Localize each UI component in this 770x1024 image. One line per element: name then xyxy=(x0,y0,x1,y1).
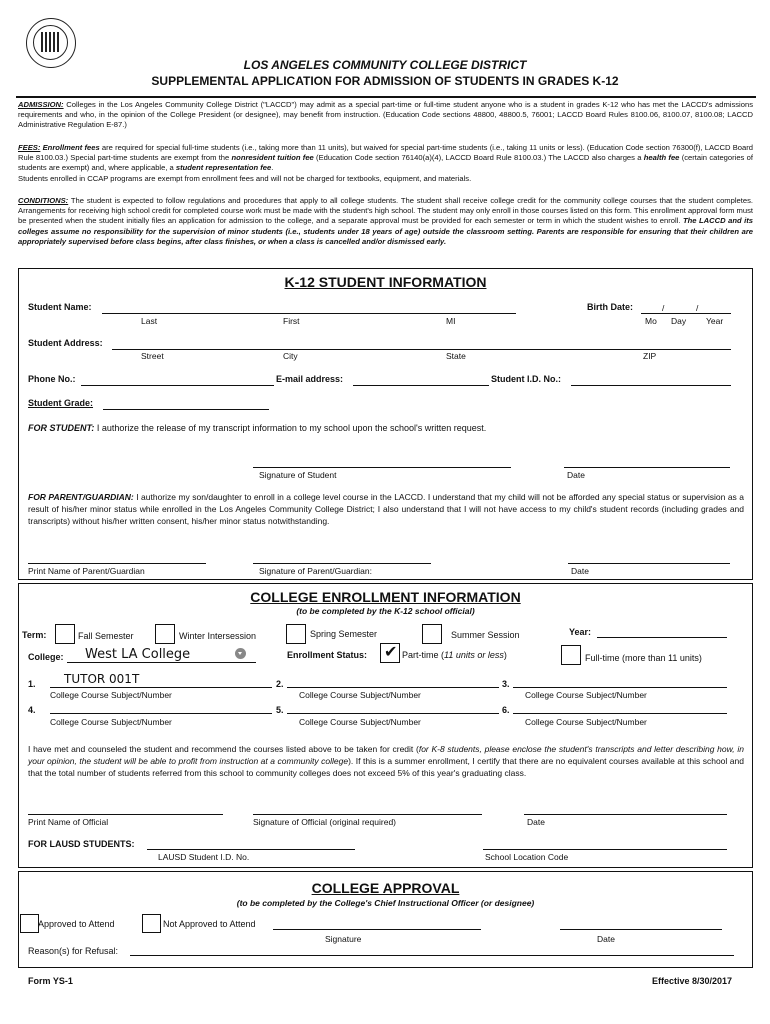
fees-text-4: . xyxy=(271,163,274,173)
for-student-heading: FOR STUDENT: xyxy=(28,423,95,433)
fall-semester-label: Fall Semester xyxy=(78,631,134,641)
state-caption: State xyxy=(446,351,466,361)
email-label: E-mail address: xyxy=(276,374,344,384)
form-title: SUPPLEMENTAL APPLICATION FOR ADMISSION OF STUDENTS IN GRADES K-12 xyxy=(151,74,619,88)
course-number-2: 2. xyxy=(276,679,284,689)
course-6-field[interactable] xyxy=(513,713,727,714)
course-1-caption: College Course Subject/Number xyxy=(50,690,172,700)
student-grade-label: Student Grade: xyxy=(28,398,94,408)
course-6-caption: College Course Subject/Number xyxy=(525,717,647,727)
conditions-paragraph xyxy=(18,196,753,247)
lausd-student-id-caption: LAUSD Student I.D. No. xyxy=(158,852,250,862)
not-approved-label: Not Approved to Attend xyxy=(163,919,256,929)
student-address-field[interactable] xyxy=(112,349,731,350)
for-student-statement xyxy=(28,423,486,433)
chevron-down-icon[interactable] xyxy=(235,648,246,659)
course-4-field[interactable] xyxy=(50,713,272,714)
birth-date-slash-1: / xyxy=(662,303,665,313)
conditions-text: The student is expected to follow regulations and procedures that apply to all college students. The student shall receive college credit for the community college courses that the student completes. Arrangements for receiving high school credit for completed course work must be made with the student's high school. The student may only enroll in those courses listed on this form. This enrollment approval form must be presented when the student initially files an application for admission to the college, and a separate approval must be provided for each semester or term in which the student wishes to enroll. xyxy=(18,196,753,226)
fees-paragraph xyxy=(18,143,753,184)
official-print-name-caption: Print Name of Official xyxy=(28,817,109,827)
counsel-text-c: ). If this is a summer enrollment, I certify that there are no equivalent courses available at this school and that the total number of students referred from this school to community colleges does not exceed 5% of this year's graduating class. xyxy=(28,756,744,778)
full-time-label: Full-time (more than 11 units) xyxy=(585,653,702,663)
summer-session-checkbox[interactable] xyxy=(422,624,442,644)
course-number-6: 6. xyxy=(502,705,510,715)
parent-date-field[interactable] xyxy=(568,563,730,564)
college-label: College: xyxy=(28,652,64,662)
lausd-label: FOR LAUSD STUDENTS: xyxy=(28,839,135,849)
term-label: Term: xyxy=(22,630,47,640)
birth-date-label: Birth Date: xyxy=(587,302,634,312)
day-caption: Day xyxy=(671,316,687,326)
approval-date-caption: Date xyxy=(597,934,615,944)
course-1-field[interactable] xyxy=(50,687,272,688)
counsel-text-a: I have met and counseled the student and recommend the courses listed above to be taken for credit ( xyxy=(28,744,419,754)
course-3-caption: College Course Subject/Number xyxy=(525,690,647,700)
course-3-field[interactable] xyxy=(513,687,727,688)
for-parent-text: I authorize my son/daughter to enroll in a college level course in the LACCD. I understand that my child will not be afforded any special status or supervision as a result of his/her minor status while enrolled in the Los Angeles Community College District; I also understand that I will not have access to my child's student records (including grades and transcripts) without his/her written consent, his/her minor status notwithstanding. xyxy=(28,492,744,526)
district-title: LOS ANGELES COMMUNITY COLLEGE DISTRICT xyxy=(243,58,527,72)
full-time-checkbox[interactable] xyxy=(561,645,581,665)
phone-field[interactable] xyxy=(81,385,274,386)
course-number-3: 3. xyxy=(502,679,510,689)
approved-label: Approved to Attend xyxy=(38,919,115,929)
course-1-value: TUTOR 001T xyxy=(64,672,140,686)
course-4-caption: College Course Subject/Number xyxy=(50,717,172,727)
admission-heading: ADMISSION: xyxy=(18,100,64,109)
official-signature-field[interactable] xyxy=(253,814,482,815)
fees-ccap: Students enrolled in CCAP programs are exempt from enrollment fees and will not be charged for textbooks, equipment, and materials. xyxy=(18,173,472,183)
part-time-checkbox[interactable] xyxy=(380,643,400,663)
conditions-heading: CONDITIONS: xyxy=(18,196,69,205)
for-student-text: I authorize the release of my transcript information to my school upon the school's written request. xyxy=(94,423,487,433)
refusal-label: Reason(s) for Refusal: xyxy=(28,946,119,956)
fees-heading: FEES: xyxy=(18,143,41,152)
course-number-1: 1. xyxy=(28,679,36,689)
parent-signature-caption: Signature of Parent/Guardian: xyxy=(259,566,372,576)
college-value: West LA College xyxy=(85,647,191,662)
last-caption: Last xyxy=(141,316,158,326)
course-number-5: 5. xyxy=(276,705,284,715)
parent-date-caption: Date xyxy=(571,566,589,576)
approval-title: COLLEGE APPROVAL xyxy=(311,880,460,896)
course-2-field[interactable] xyxy=(287,687,499,688)
approval-signature-caption: Signature xyxy=(325,934,362,944)
refusal-field[interactable] xyxy=(130,955,734,956)
student-signature-caption: Signature of Student xyxy=(259,470,337,480)
student-address-label: Student Address: xyxy=(28,338,103,348)
student-id-field[interactable] xyxy=(571,385,731,386)
winter-intersession-label: Winter Intersession xyxy=(179,631,257,641)
fees-nonresident: nonresident tuition fee xyxy=(231,153,314,163)
student-date-caption: Date xyxy=(567,470,585,480)
approval-signature-field[interactable] xyxy=(273,929,481,930)
city-caption: City xyxy=(283,351,298,361)
student-id-label: Student I.D. No.: xyxy=(491,374,561,384)
birth-date-field[interactable] xyxy=(641,313,731,314)
fees-enrollment: Enrollment fees xyxy=(42,143,100,152)
course-2-caption: College Course Subject/Number xyxy=(299,690,421,700)
fees-text-1: are required for special full-time students (i.e., taking more than 11 units), but waived for special part-time students (i.e., taking 11 units or less). (Education Code section 76300(f), LACCD Board Rule 8100.03.) Special part-time students are exempt from the xyxy=(18,143,753,163)
effective-date: Effective 8/30/2017 xyxy=(652,976,733,986)
course-5-caption: College Course Subject/Number xyxy=(299,717,421,727)
year-label: Year: xyxy=(569,627,592,637)
approval-subtitle: (to be completed by the College's Chief Instructional Officer (or designee) xyxy=(236,898,535,908)
official-signature-caption: Signature of Official (original required) xyxy=(253,817,396,827)
spring-semester-label: Spring Semester xyxy=(310,629,378,639)
enrollment-subtitle: (to be completed by the K-12 school official) xyxy=(296,606,475,616)
winter-intersession-checkbox[interactable] xyxy=(155,624,175,644)
first-caption: First xyxy=(283,316,300,326)
fees-text-3: (certain categories of students are exempt) and, where applicable, a xyxy=(18,153,753,173)
year-caption: Year xyxy=(706,316,724,326)
official-print-name-field[interactable] xyxy=(28,814,223,815)
not-approved-checkbox[interactable] xyxy=(142,914,161,933)
year-field[interactable] xyxy=(597,637,727,638)
student-info-title: K-12 STUDENT INFORMATION xyxy=(284,274,487,290)
for-parent-heading: FOR PARENT/GUARDIAN: xyxy=(28,492,134,502)
parent-print-name-caption: Print Name of Parent/Guardian xyxy=(28,566,145,576)
student-grade-field[interactable] xyxy=(103,409,269,410)
approved-checkbox[interactable] xyxy=(20,914,39,933)
parent-print-name-field[interactable] xyxy=(28,563,206,564)
approval-date-field[interactable] xyxy=(560,929,722,930)
summer-session-label: Summer Session xyxy=(451,630,520,640)
for-parent-statement xyxy=(28,491,744,527)
lausd-student-id-field[interactable] xyxy=(147,849,355,850)
check-mark-icon: ✔ xyxy=(384,642,398,661)
birth-date-slash-2: / xyxy=(696,303,699,313)
student-date-field[interactable] xyxy=(564,467,730,468)
spring-semester-checkbox[interactable] xyxy=(286,624,306,644)
header-rule xyxy=(16,96,756,98)
part-time-text-c: ) xyxy=(503,650,507,660)
phone-label: Phone No.: xyxy=(28,374,76,384)
enrollment-status-label: Enrollment Status: xyxy=(287,650,368,660)
fees-text-2: (Education Code section 76140(a)(4), LACCD Board Rule 8100.03.) The LACCD also charges a xyxy=(313,153,644,163)
fall-semester-checkbox[interactable] xyxy=(55,624,75,644)
form-number: Form YS-1 xyxy=(28,976,73,986)
mi-caption: MI xyxy=(446,316,456,326)
part-time-label xyxy=(402,650,507,660)
official-date-field[interactable] xyxy=(524,814,727,815)
part-time-text-b: 11 units or less xyxy=(444,650,504,660)
zip-caption: ZIP xyxy=(643,351,657,361)
seal-columns-icon xyxy=(41,32,60,52)
student-signature-field[interactable] xyxy=(253,467,511,468)
fees-health: health fee xyxy=(643,153,680,163)
school-location-code-field[interactable] xyxy=(483,849,727,850)
admission-paragraph xyxy=(18,100,753,131)
college-select[interactable] xyxy=(67,646,256,663)
counsel-statement xyxy=(28,743,744,779)
mo-caption: Mo xyxy=(645,316,657,326)
counsel-text-b: for K-8 students, please enclose the student's transcripts and letter describing how, in your opinion, the student will be able to profit from instruction at a community college xyxy=(28,744,744,766)
enrollment-title: COLLEGE ENROLLMENT INFORMATION xyxy=(250,589,521,605)
parent-signature-field[interactable] xyxy=(253,563,431,564)
school-location-code-caption: School Location Code xyxy=(485,852,569,862)
student-name-label: Student Name: xyxy=(28,302,92,312)
conditions-bold-text: The LACCD and its colleges assume no responsibility for the supervision of minor students (i.e., students under 18 years of age) outside the classroom setting. Parents are responsible for ensuring that their children are appropriately supervised before class begins, after class finishes, or when a class is cancelled and/or dismissed early. xyxy=(18,216,753,246)
course-5-field[interactable] xyxy=(287,713,499,714)
fees-representation: student representation fee xyxy=(175,163,272,173)
email-field[interactable] xyxy=(353,385,489,386)
part-time-text-a: Part-time ( xyxy=(402,650,445,660)
official-date-caption: Date xyxy=(527,817,545,827)
course-number-4: 4. xyxy=(28,705,36,715)
street-caption: Street xyxy=(141,351,164,361)
admission-text: Colleges in the Los Angeles Community College District ("LACCD") may admit as a special part-time or full-time student anyone who is a student in grades K-12 who has met the LACCD's admissions requirements and who, in the opinion of the College President (or designee), may benefit from instruction. (Education Code sections 48800, 48800.5, 76001; LACCD Board Rules 8100.06, 8100.07, 8100.08; LACCD Administrative Regulation E-87.) xyxy=(18,100,753,130)
student-name-field[interactable] xyxy=(102,313,516,314)
